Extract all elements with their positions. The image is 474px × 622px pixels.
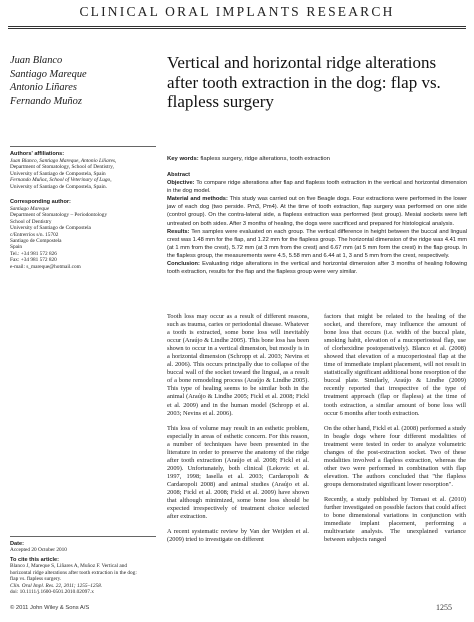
- body-paragraph: factors that might be related to the healing of the socket, and therefore, may influence the amount of bone loss that occurs (i.e. width of the buccal plate, smoking habit, elevation of a mucoperiosteal flap, use of clorhexidine postoperatively). Blanco et al. (2008) showed that elevation of a mucoperiosteal flap at the time of immediate implant placement, will not result in statistically significant additional bone resorption of the buccal plate. Similarly, Araújo & Lindhe (2009) recently reported that irrespective of the type of treatment approach (flap or flapless) at the time of tooth extraction, a similar amount of bone loss will occur 6 months after tooth extraction.: [324, 313, 466, 417]
- page-number: 1255: [436, 603, 452, 612]
- citation-doi[interactable]: doi: 10.1111/j.1600-0501.2010.02097.x: [10, 589, 94, 596]
- keywords: [167, 156, 467, 162]
- corresponding-author: [10, 199, 160, 270]
- citation-label: To cite this article:: [10, 557, 60, 563]
- body-paragraph: A recent systematic review by Van der Weijden et al. (2009) tried to investigate on different: [167, 528, 309, 544]
- abstract-section-label: Objective:: [167, 180, 195, 187]
- citation: [10, 557, 160, 595]
- affiliation-line: Department of Stomatology, School of Dentistry,: [10, 164, 114, 171]
- abstract: [167, 171, 467, 276]
- body-column-left: [167, 313, 309, 551]
- abstract-section-text: This study was carried out on five Beagle dogs. Four extractions were performed in the lower jaw of each dog (two perside. Pm3, Pm4). At the time of tooth extraction, flap surgery was performed on one side (control group). On the contra-lateral side, a flapless extraction was performed (test group). Mesial sockets were left untreated on both sides. After 3 months of healing, the dogs were sacrificed and prepared for histological analysis.: [167, 196, 467, 227]
- copyright: © 2011 John Wiley & Sons A/S: [10, 605, 90, 611]
- article-title: Vertical and horizontal ridge alterations after tooth extraction in the dog: flap vs. flapless surgery: [167, 53, 441, 111]
- citation-line: flap vs. flapless surgery.: [10, 576, 62, 583]
- citation-line: horizontal ridge alterations after tooth extraction in the dog:: [10, 569, 137, 576]
- abstract-section: [167, 260, 467, 276]
- corresponding-label: Corresponding author:: [10, 199, 71, 205]
- body-paragraph: On the other hand, Fickl et al. (2008) performed a study in beagle dogs where four different modalities of treatment were tested in order to analyze volumetric changes of the post-extraction socket. Two of these modalities involved a flapless extraction, whereas the other two were performed in combination with flap elevation. The authors concluded that "the flapless groups demonstrated significant lower resorption".: [324, 424, 466, 488]
- body-column-right: [324, 313, 466, 551]
- header-rule: [8, 26, 466, 27]
- affiliations: [10, 151, 160, 190]
- affiliation-line: Juan Blanco, Santiago Mareque, Antonio Liñares,: [10, 157, 117, 164]
- corr-line: Santiago de Compostela: [10, 237, 62, 244]
- keywords-label: Key words:: [167, 156, 199, 162]
- corr-line: University of Santiago de Compostela: [10, 225, 91, 232]
- author-name: Santiago Mareque: [10, 68, 87, 80]
- keywords-text: flapless surgery, ridge alterations, tooth extraction: [200, 156, 330, 162]
- body-paragraph: This loss of volume may result in an esthetic problem, especially in areas of esthetic concern. For this reason, a number of techniques have been presented in the literature in order to preserve the anatomy of the ridge after tooth extraction (Araújo et al. 2008; Fickl et al. 2009). Unfortunately, both clinical (Lekovic et al. 1997, 1998; Iasella et al. 2003; Cardaropoli & Cardaropoli 2008) and animal studies (Araújo et al. 2008; Fickl et al. 2008; Fickl et al. 2009) have shown that although minimized, some bone loss should be expected irrespectively of treatment choice selected after extraction.: [167, 424, 309, 521]
- abstract-section-label: Material and methods:: [167, 196, 228, 203]
- affiliation-line: University of Santiago de Compostela, Spain.: [10, 183, 107, 190]
- journal-header: CLINICAL ORAL IMPLANTS RESEARCH: [79, 4, 395, 19]
- corr-line: Department of Stomatology – Periodontology: [10, 212, 108, 219]
- corr-line: Tel.: +34 981 572 826: [10, 250, 57, 257]
- header-rule-2: [8, 28, 466, 29]
- corr-email[interactable]: e-mail: s_mareque@hotmail.com: [10, 263, 81, 270]
- affiliations-label: Authors' affiliations:: [10, 151, 65, 157]
- abstract-section: [167, 179, 467, 195]
- accepted-date: Accepted 20 October 2010: [10, 547, 67, 554]
- sidebar-rule-bottom: [10, 536, 156, 537]
- author-name: Fernando Muñoz: [10, 95, 82, 107]
- corr-line: c/Entrerríos s/n. 15702: [10, 231, 59, 238]
- body-paragraph: Tooth loss may occur as a result of different reasons, such as trauma, caries or periodontal disease. Whatever a tooth is extracted, some bone loss will inevitably occur (Araújo & Lindhe 2005). This bone loss has been shown to occur in a vertical dimension, but mostly is in a horizontal dimension (Schropp et al. 2003; Nevins et al. 2006). This occurs principally due to collapse of the buccal wall of the socket toward the lingual, as a result of a bone remodeling process (Araújo & Lindhe 2005). This type of healing seems to be similar both in the animal (Araújo & Lindhe 2005; Fickl et al. 2008; Fickl et al. 2009) and in the human model (Schropp et al. 2003; Nevins et al. 2006).: [167, 313, 309, 417]
- author-list: [10, 54, 160, 108]
- body-paragraph: Recently, a study published by Tomasi et al. (2010) further investigated on possible factors that could affect to bone dimensional variations in conjunction with immediate implant placement, performing a multivariate analysis. The unexplained variance between subjects ranged: [324, 495, 466, 544]
- corr-line: Fax: +34 981 572 820: [10, 257, 57, 264]
- author-name: Juan Blanco: [10, 55, 63, 66]
- corr-line: Spain: [10, 244, 23, 251]
- citation-line: Clin. Oral Impl. Res. 22, 2011; 1255–1258.: [10, 582, 103, 589]
- affiliation-line: University of Santiago de Compostela, Spain: [10, 170, 106, 177]
- sidebar-rule: [10, 146, 156, 147]
- abstract-section-text: Ten samples were evaluated on each group. The vertical difference in height between the buccal and lingual crest was 1.48 mm for the flap, and 1.22 mm for the flapless group. The horizontal dimension of the ridge was 4.41 mm (at 1 mm from the crest), 5.72 mm (at 3 mm from the crest) and 6.67 mm (at 5 mm form the crest) in the flap group. In the flapless group, the measurements were 4.5, 5.58 mm and 6.44 at 1, 3 and 5 mm from the crest, respectively.: [167, 228, 467, 259]
- abstract-section-text: Evaluating ridge alterations in the vertical and horizontal dimension after 3 months of healing following tooth extraction, results for the flap and the flapless group were very similar.: [167, 261, 467, 276]
- author-name: Antonio Liñares: [10, 82, 77, 94]
- abstract-section-label: Results:: [167, 228, 190, 235]
- abstract-section: [167, 228, 467, 260]
- corr-line: School of Dentistry: [10, 218, 52, 225]
- article-dates: [10, 541, 160, 554]
- affiliation-line: Fernando Muñoz, School of Veterinary of Lugo,: [10, 177, 112, 184]
- abstract-heading: Abstract: [167, 172, 191, 178]
- abstract-section-text: To compare ridge alterations after flap and flapless tooth extraction in the vertical and horizontal dimension in the dog model.: [167, 180, 467, 195]
- abstract-section-label: Conclusion:: [167, 261, 200, 268]
- corr-line: Santiago Mareque: [10, 205, 50, 212]
- abstract-section: [167, 195, 467, 227]
- dates-label: Date:: [10, 541, 24, 547]
- citation-line: Blanco J, Mareque S, Liñares A, Muñoz F. Vertical and: [10, 563, 128, 570]
